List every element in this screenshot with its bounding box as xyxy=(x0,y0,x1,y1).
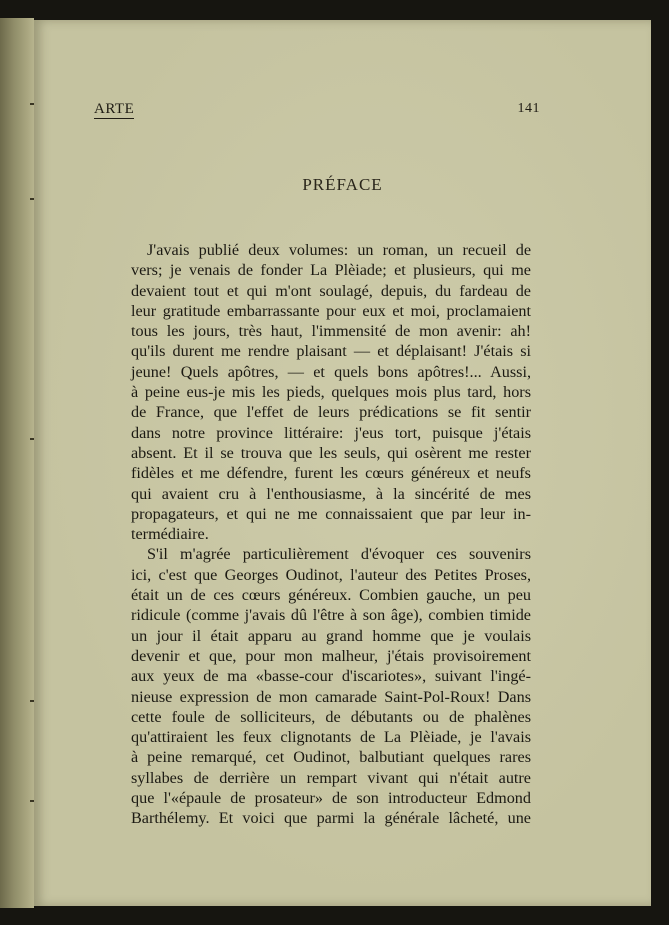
page-number: 141 xyxy=(517,101,540,116)
text-line: à peine eus-je mis les pieds, quelques mois plus tard, hors xyxy=(131,383,531,402)
text-line: J'avais publié deux volumes: un roman, un recueil de xyxy=(147,241,531,259)
running-header xyxy=(94,100,540,122)
body-text xyxy=(131,240,531,829)
text-line: à peine remarqué, cet Oudinot, balbutiant quelques rares xyxy=(131,748,531,767)
chapter-title: PRÉFACE xyxy=(302,175,383,194)
text-line: était un de ces cœurs généreux. Combien gauche, un peu xyxy=(131,586,531,605)
text-line: syllabes de derrière un rempart vivant qui n'était autre xyxy=(131,768,531,787)
text-line: ridicule (comme j'avais dû l'être à son âge), combien timide xyxy=(131,606,531,625)
text-line: qui avaient cru à l'enthousiasme, à la sincérité de mes xyxy=(131,484,531,503)
text-line: tous les jours, très haut, l'immensité de mon avenir: ah! xyxy=(131,322,531,341)
text-line: termédiaire. xyxy=(131,525,209,544)
text-line: cette foule de solliciteurs, de débutants ou de phalènes xyxy=(131,707,531,726)
text-line: propagateurs, et qui ne me connaissaient que par leur in- xyxy=(131,504,531,523)
text-line: de France, que l'effet de leurs prédications se fit sentir xyxy=(131,403,531,422)
book-binding-edge xyxy=(0,18,34,908)
text-line: un jour il était apparu au grand homme que je voulais xyxy=(131,626,531,645)
text-line: jeune! Quels apôtres, — et quels bons apôtres!... Aussi, xyxy=(131,362,531,381)
text-line: nieuse expression de mon camarade Saint-Pol-Roux! Dans xyxy=(131,687,531,706)
text-line: absent. Et il se trouva que les seuls, qui osèrent me rester xyxy=(131,443,531,462)
text-line: ici, c'est que Georges Oudinot, l'auteur des Petites Proses, xyxy=(131,565,531,584)
text-line: leur gratitude embarrassante pour eux et moi, proclamaient xyxy=(131,301,531,320)
text-line: vers; je venais de fonder La Plèiade; et plusieurs, qui me xyxy=(131,261,531,280)
text-line: fidèles et me défendre, furent les cœurs généreux et neufs xyxy=(131,464,531,483)
text-line: dans notre province littéraire: j'eus tort, puisque j'étais xyxy=(131,423,531,442)
text-line: S'il m'agrée particulièrement d'évoquer ces souvenirs xyxy=(147,545,531,564)
text-line: qu'attiraient les feux clignotants de La Plèiade, je l'avais xyxy=(131,728,531,747)
text-line: aux yeux de ma «basse-cour d'iscariotes», suivant l'ingé- xyxy=(131,667,531,686)
text-line: devaient tout et qui m'ont soulagé, depuis, du fardeau de xyxy=(131,281,531,300)
text-line: qu'ils durent me rendre plaisant — et déplaisant! J'étais si xyxy=(131,342,531,361)
text-line: devenir et que, pour mon malheur, j'étais provisoirement xyxy=(131,646,531,665)
section-title: ARTE xyxy=(94,101,135,117)
text-line: Barthélemy. Et voici que parmi la générale lâcheté, une xyxy=(131,809,531,828)
text-line: que l'«épaule de prosateur» de son introducteur Edmond xyxy=(131,789,531,808)
